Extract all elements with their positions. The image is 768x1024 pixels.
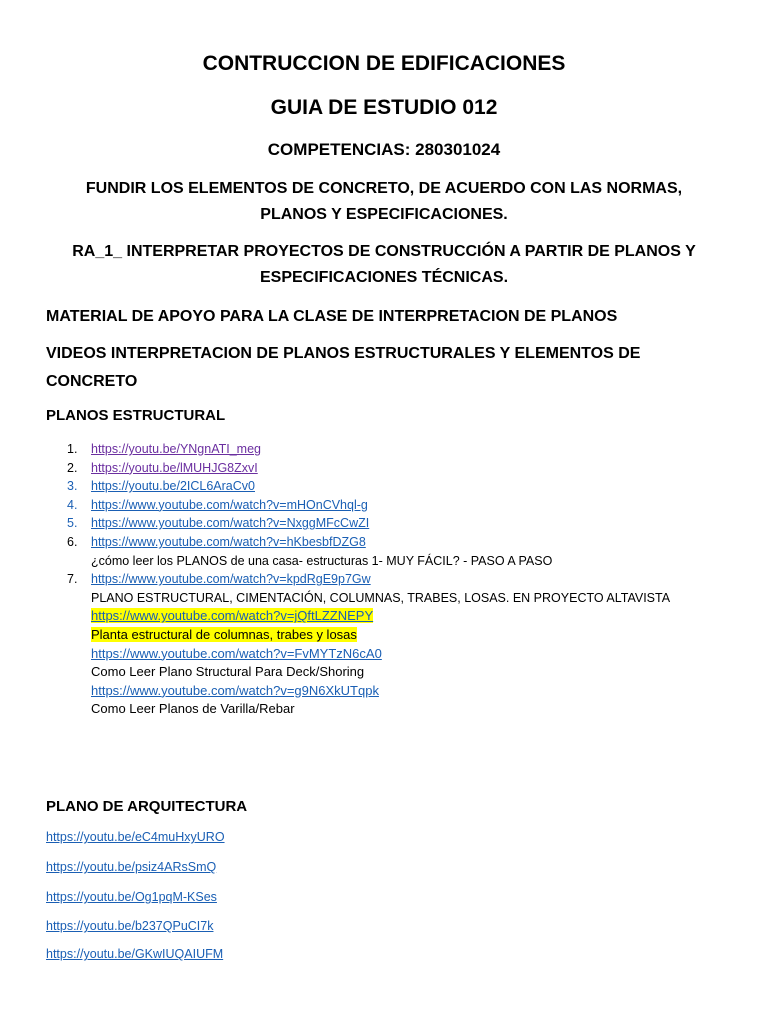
highlighted-description: Planta estructural de columnas, trabes y losas <box>91 626 357 642</box>
arquitectura-link[interactable]: https://youtu.be/b237QPuCI7k <box>46 919 214 933</box>
ra-line-1: RA_1_ INTERPRETAR PROYECTOS DE CONSTRUCCIÓN A PARTIR DE PLANOS Y <box>72 243 696 260</box>
videos-heading-line-2: CONCRETO <box>46 373 138 390</box>
list-number: 3. <box>67 479 78 494</box>
video-link[interactable]: https://youtu.be/lMUHJG8ZxvI <box>91 460 258 475</box>
list-item <box>67 570 670 589</box>
ra-line-2: ESPECIFICACIONES TÉCNICAS. <box>259 269 509 286</box>
planos-estructural-list <box>67 440 670 719</box>
document-title: CONTRUCCION DE EDIFICACIONES <box>202 52 566 75</box>
videos-heading-line-1: VIDEOS INTERPRETACION DE PLANOS ESTRUCTURALES Y ELEMENTOS DE <box>46 345 641 362</box>
video-link[interactable]: https://www.youtube.com/watch?v=mHOnCVhql-g <box>91 497 368 512</box>
video-link[interactable]: https://youtu.be/2ICL6AraCv0 <box>91 479 255 494</box>
competencia-description-line-2: PLANOS Y ESPECIFICACIONES. <box>260 206 508 223</box>
list-item <box>67 496 670 515</box>
video-link[interactable]: https://www.youtube.com/watch?v=hKbesbfDZG8 <box>91 534 366 549</box>
competencias-code: COMPETENCIAS: 280301024 <box>267 140 501 159</box>
list-number: 5. <box>67 516 78 531</box>
video-description: Como Leer Planos de Varilla/Rebar <box>91 701 295 717</box>
video-link[interactable]: https://www.youtube.com/watch?v=NxggMFcCwZI <box>91 516 370 531</box>
list-number: 2. <box>67 460 78 475</box>
video-link[interactable]: https://www.youtube.com/watch?v=kpdRgE9p7Gw <box>91 572 371 587</box>
arquitectura-link[interactable]: https://youtu.be/GKwIUQAIUFM <box>46 947 224 961</box>
video-description: PLANO ESTRUCTURAL, CIMENTACIÓN, COLUMNAS, TRABES, LOSAS. EN PROYECTO ALTAVISTA <box>91 590 671 605</box>
list-number: 7. <box>67 572 78 587</box>
list-item <box>67 607 670 626</box>
list-item <box>67 440 670 459</box>
plano-arquitectura-heading: PLANO DE ARQUITECTURA <box>46 798 248 815</box>
video-link[interactable]: https://www.youtube.com/watch?v=FvMYTzN6cA0 <box>91 645 382 661</box>
list-number: 4. <box>67 497 78 512</box>
document-subtitle: GUIA DE ESTUDIO 012 <box>270 96 498 119</box>
list-item <box>67 645 670 664</box>
list-item <box>67 514 670 533</box>
list-item <box>67 477 670 496</box>
video-description <box>67 626 670 645</box>
video-link[interactable]: https://youtu.be/YNgnATI_meg <box>91 442 262 456</box>
list-number: 6. <box>67 534 78 549</box>
video-description: Como Leer Plano Structural Para Deck/Shoring <box>91 664 365 680</box>
list-item <box>67 533 670 552</box>
arquitectura-link[interactable]: https://youtu.be/psiz4ARsSmQ <box>46 860 217 874</box>
competencia-description-line-1: FUNDIR LOS ELEMENTOS DE CONCRETO, DE ACUERDO CON LAS NORMAS, <box>85 180 683 197</box>
video-link[interactable]: https://www.youtube.com/watch?v=jQftLZZNEPY <box>91 608 374 624</box>
arquitectura-link[interactable]: https://youtu.be/eC4muHxyURO <box>46 830 225 844</box>
list-item <box>67 682 670 701</box>
video-link[interactable]: https://www.youtube.com/watch?v=g9N6XkUTqpk <box>91 682 379 698</box>
list-item <box>67 459 670 478</box>
arquitectura-link[interactable]: https://youtu.be/Og1pqM-KSes <box>46 890 217 904</box>
planos-estructural-heading: PLANOS ESTRUCTURAL <box>46 407 226 424</box>
material-heading: MATERIAL DE APOYO PARA LA CLASE DE INTERPRETACION DE PLANOS <box>46 308 618 325</box>
list-number: 1. <box>67 442 78 456</box>
video-description: ¿cómo leer los PLANOS de una casa- estructuras 1- MUY FÁCIL? - PASO A PASO <box>91 553 553 568</box>
